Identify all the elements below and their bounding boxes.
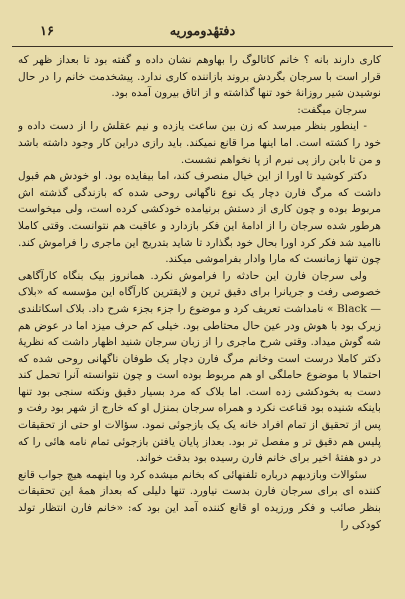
paragraph: ولی سرجان فارن این حادثه را فراموش نکرد. همانروز بیک بنگاه کارآگاهی خصوصی رفت و جریانرا برای دقیق ترین و لایقترین کارآگاه این مؤسسه که «بلاک — Black » نامداشت تعریف کرد و موضوع را جزء بجزء شرح داد. بلاک اسکاتلندی زیرک بود با هوش ودر عین حال محتاطی بود. خیلی کم حرف میزد اما در عوض هم شه گوش میداد. وقتی شرح ماجری را از زبان سرجان شنید اظهار داشت که نظریهٔ دکتر کاملا درست است وخانم مرگ فارن دچار یک طوفان ناگهانی روحی شده که احتمالا با موضوع حاملگی او هم مربوط بوده است و چون نتوانسته آنرا تحمل کند دست به بخودکشی زده است. اما بلاک که مرد بسیار دقیق ونکته سنجی بود تنها باینکه شنیده بود قناعت نکرد و همراه سرجان بمنزل او که خارج از شهر بود رفت و پس از تحقیق از تمام افراد خانه یک یک بازجوئی نمود. سؤالات او حتی از تحقیقات پلیس هم دقیق تر و مفصل تر بود. بعداز پایان یافتن بازجوئی تمام نامه هائی را که در دو هفتهٔ اخیر برای خانم فارن رسیده بود بدقت خواند.: [18, 269, 381, 465]
paragraph: کاری دارند بانه ؟ خانم کاتالوگ را بهاوهم نشان داده و گفته بود تا بعداز ظهر که قرار است با سرجان بگردش بروند بازاننده کاری ندارد. پیشخدمت خانم را در حال نوشیدن شیر روزانهٔ خود تنها گذاشته و از اتاق بیرون آمده بود.: [18, 54, 381, 100]
paragraph: سرجان میگفت:: [297, 103, 367, 116]
article-body: [18, 52, 381, 591]
page-number: ۱۶: [40, 24, 54, 39]
paragraph: دکتر کوشید تا اورا از این خیال منصرف کند، اما بیفایده بود. او خودش هم قبول داشت که مرگ فارن دچار یک نوع ناگهانی روحی شده که بازندگی گذشته اش مربوط بوده و چون کاری از دستش برنیامده خودکشی کرده است، ولی میخواست هرطور شده سرجان را از ادامهٔ این فکر بازدارد و عاقبت هم نتوانست. وقتی کاملا ناامید شد فکر کرد اورا بحال خود بگذارد تا شاید بتدریج این ماجری را فراموش کند. چون تنها زمانست که مارا وادار بفراموشی میکند.: [18, 170, 381, 266]
paragraph: سئوالات وبازدیهم درباره تلفنهائی که بخانم میشده کرد وبا اینهمه هیچ جواب قانع کننده ای برای سرجان فارن بدست نیاورد. تنها دلیلی که بعداز همهٔ این تحقیقات بنظر صائب و فکر ورزیده او قانع کننده آمد این بود که: «خانم فارن انتظار تولد کودکی را: [18, 468, 381, 531]
page-header: [12, 20, 393, 47]
magazine-title: دفتهٔدوموریه: [169, 24, 236, 39]
paragraph: - اینطور بنظر میرسد که زن بین ساعت یازده و نیم عقلش را از دست داده و خود را کشته است. اما اینها مرا قانع نمیکند. باید رازی دراین کار وجود داشته باشد و من تا بابن راز پی نبرم از پا نخواهم نشست.: [18, 120, 381, 166]
